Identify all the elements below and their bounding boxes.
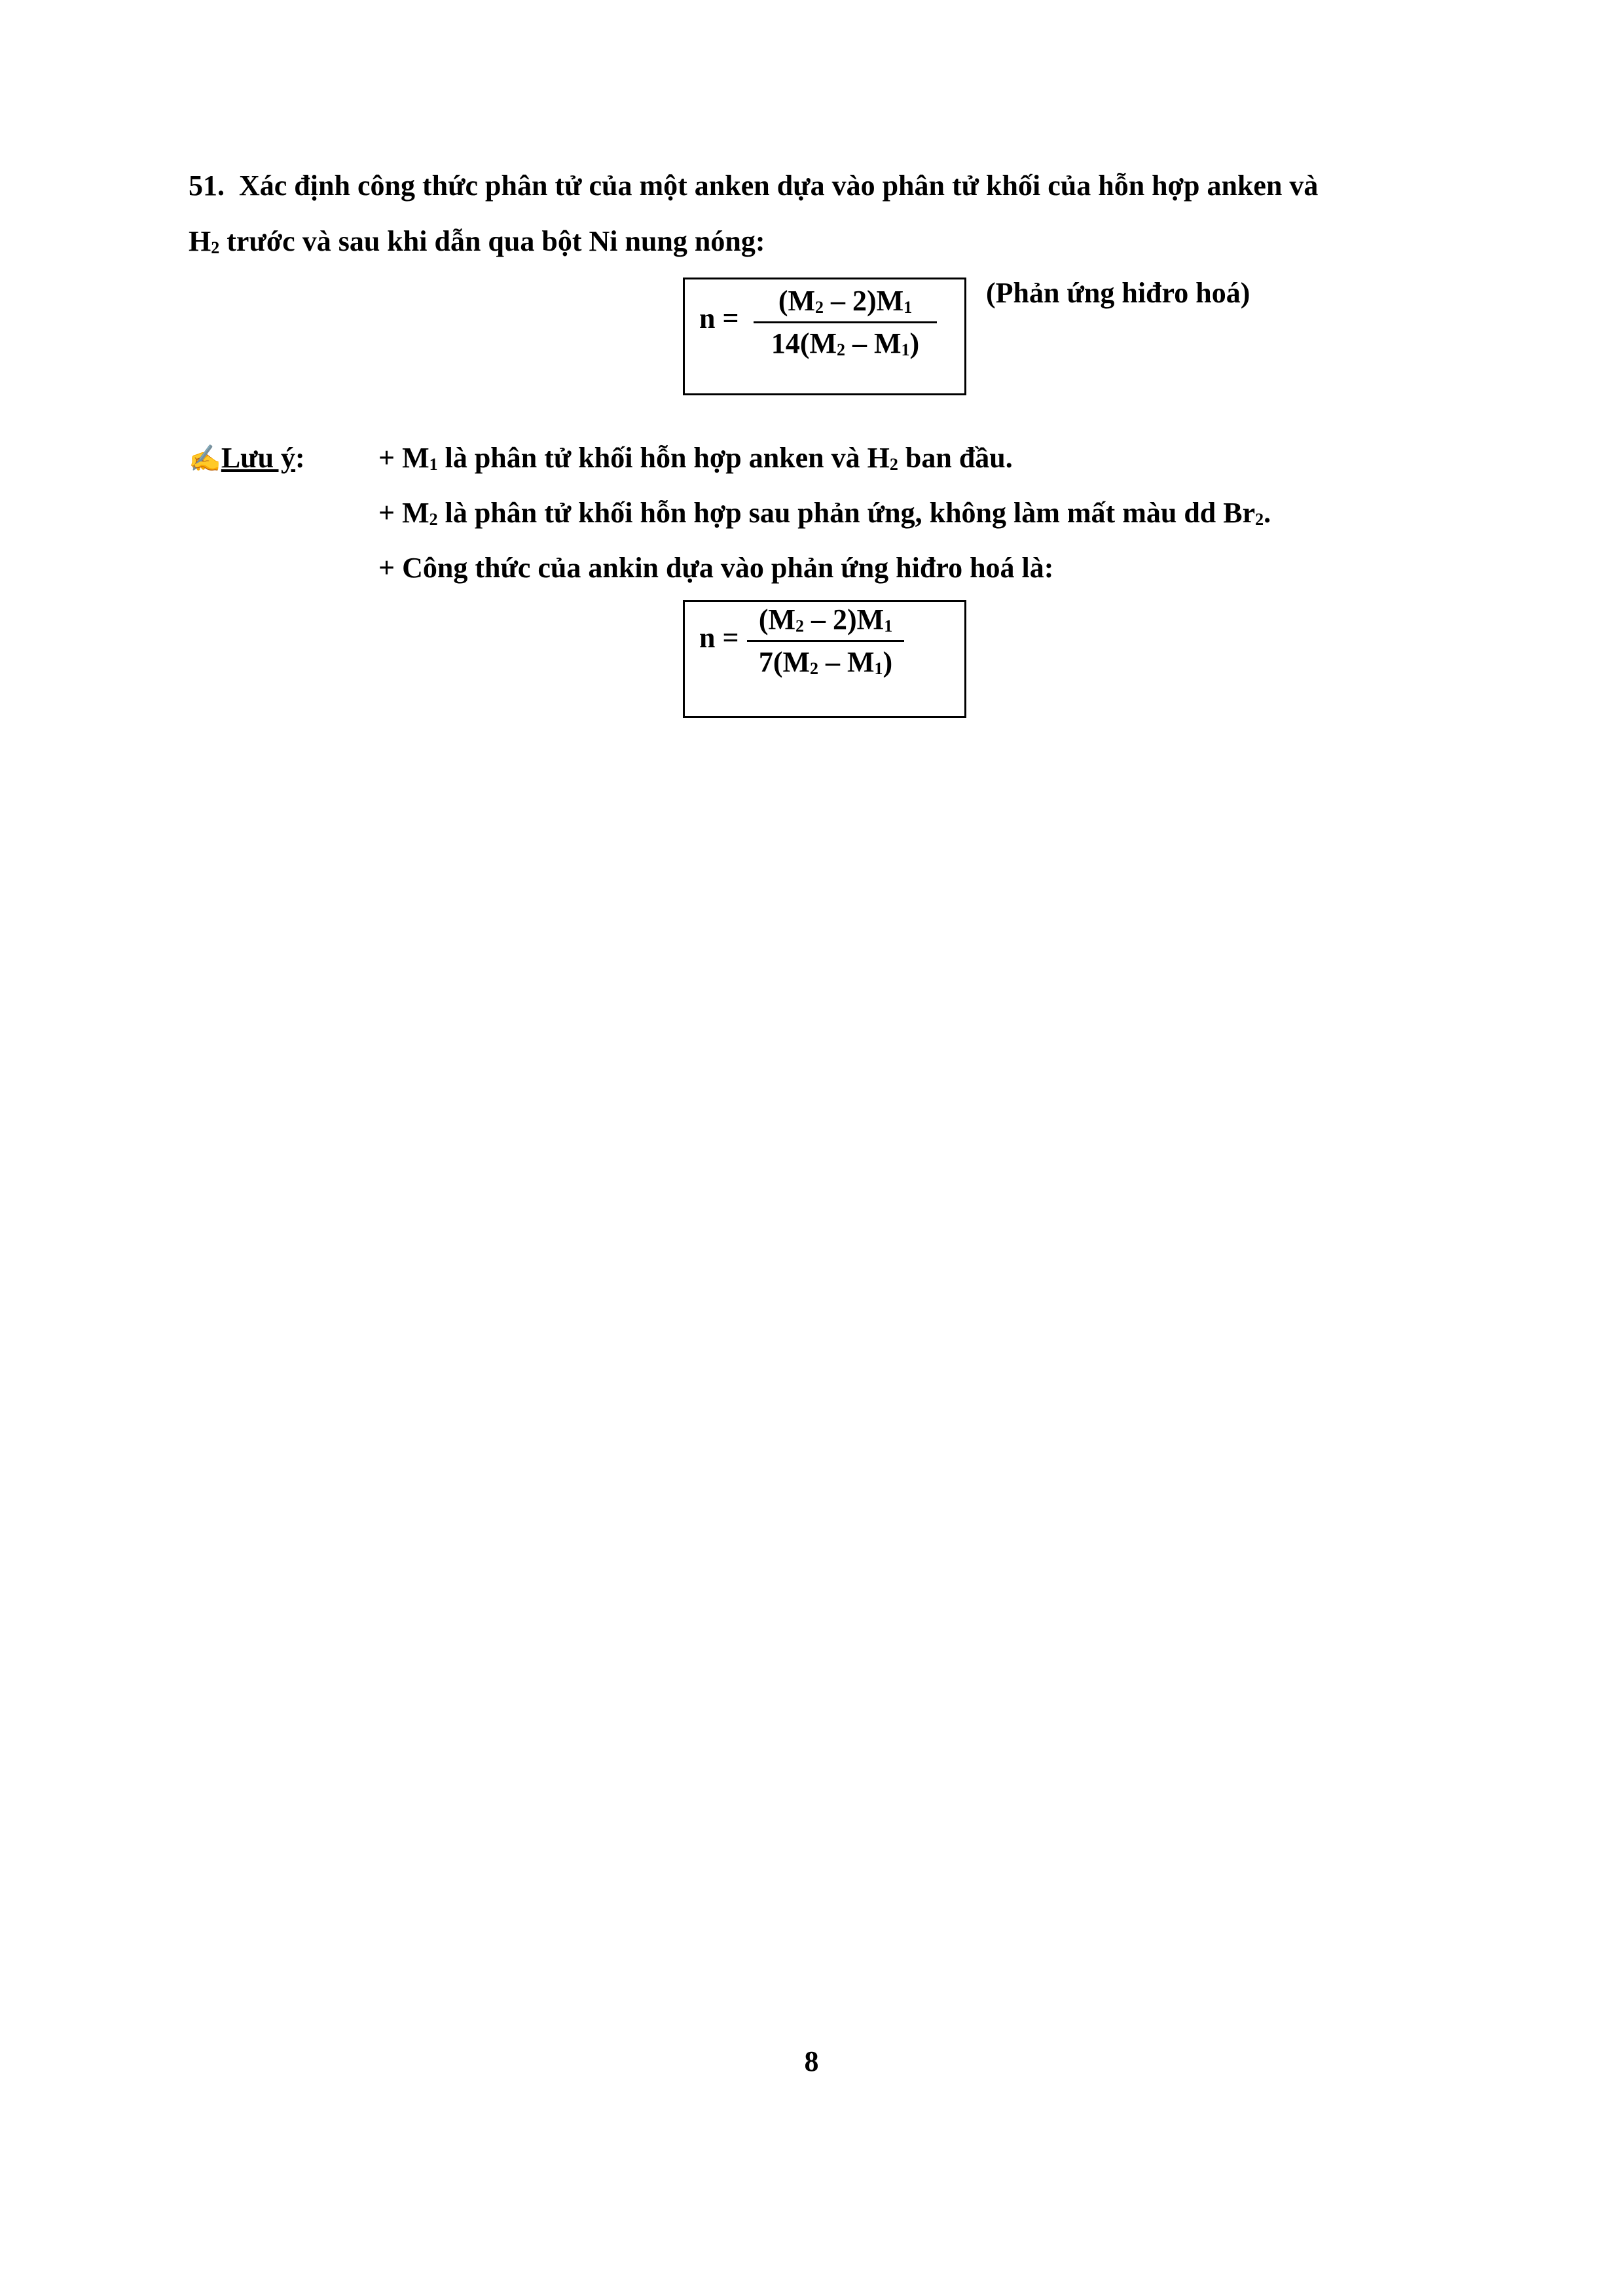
formula-alkyne-box	[683, 600, 966, 718]
section-number: 51.	[189, 170, 225, 202]
note-item-3: + Công thức của ankin dựa vào phản ứng hiđro hoá là:	[378, 552, 1054, 584]
page-number: 8	[804, 2045, 819, 2077]
note-label-line	[189, 440, 305, 477]
section-title-part2: trước và sau khi dẫn qua bột Ni nung nóng:	[219, 225, 765, 257]
formula-numerator: $(M_2 - 2)M_1$	[778, 285, 913, 317]
note-item-1: + $M_1$ là phân tử khối hỗn hợp anken và $H_2$ ban đầu.	[378, 442, 1013, 474]
formula-numerator: $(M_2 - 2)M_1$	[758, 603, 893, 636]
note-item-2: + $M_2$ là phân tử khối hỗn hợp sau phản ứng, không làm mất màu dd $Br_2$.	[378, 497, 1271, 529]
formula-lhs: n =	[699, 302, 739, 334]
fraction-bar	[754, 321, 937, 323]
fraction-bar	[747, 640, 904, 642]
formula-alkene-box	[683, 278, 966, 395]
formula-fraction	[754, 285, 937, 360]
section-title-part1: Xác định công thức phân tử của một anken dựa vào phân tử khối của hỗn hợp anken và	[239, 170, 1319, 202]
formula-denominator: $7(M_2 - M_1)$	[758, 646, 893, 678]
note-label: Lưu ý	[221, 442, 296, 474]
formula-lhs: n =	[699, 622, 739, 654]
note-colon: :	[295, 442, 305, 474]
section-heading-line2	[189, 223, 765, 260]
hydrogen-subscript: 2	[211, 238, 220, 257]
hydrogen-symbol: H	[189, 225, 211, 257]
writing-hand-icon: ✍	[189, 444, 221, 473]
formula-denominator: $14(M_2 - M_1)$	[771, 327, 920, 359]
section-heading-line1	[189, 168, 1318, 204]
formula-note: (Phản ứng hiđro hoá)	[986, 277, 1250, 309]
formula-fraction	[747, 603, 904, 679]
